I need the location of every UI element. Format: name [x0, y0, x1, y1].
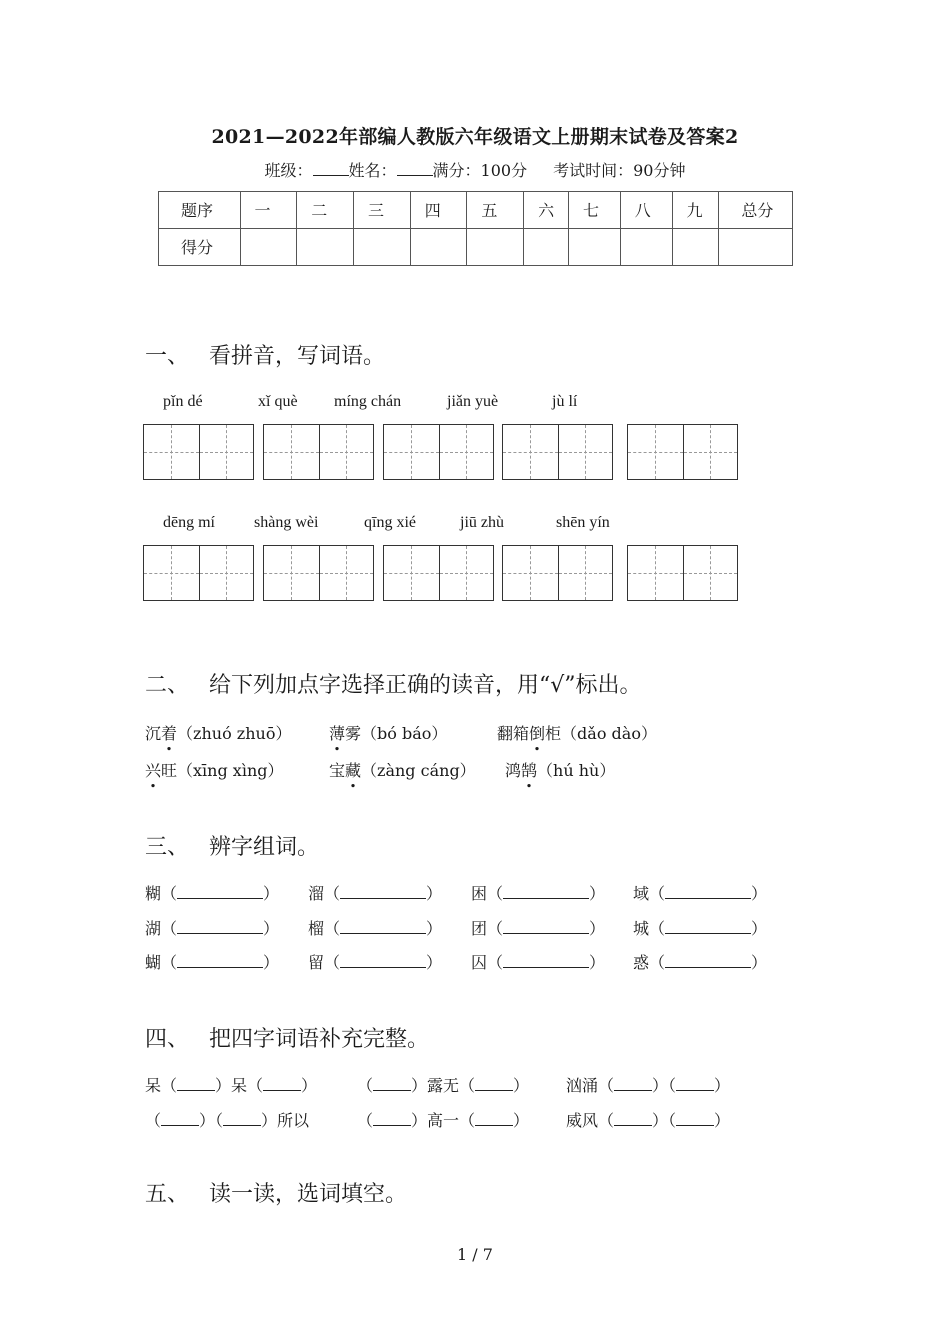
- dotted-char: 着: [161, 724, 178, 743]
- idiom-text: ）: [513, 1076, 530, 1095]
- idiom-text: （: [145, 1111, 162, 1130]
- answer-blank[interactable]: [676, 1078, 714, 1091]
- answer-blank[interactable]: [340, 886, 426, 899]
- idiom-item: [145, 1073, 317, 1096]
- dotted-char: 鹄: [521, 761, 538, 780]
- character: 留: [308, 953, 325, 972]
- word-group-item: [145, 916, 279, 939]
- pinyin-label: dēng mí: [163, 514, 215, 531]
- writing-grid[interactable]: [263, 424, 374, 480]
- word-part: 雾: [345, 724, 362, 743]
- reading-item: [329, 758, 476, 781]
- word-group-item: [308, 950, 442, 973]
- answer-blank[interactable]: [340, 921, 426, 934]
- idiom-text: 威风（: [566, 1111, 615, 1130]
- writing-grid[interactable]: [627, 545, 738, 601]
- paren-close: ）: [751, 919, 768, 938]
- pinyin-label: míng chán: [334, 393, 402, 410]
- word-group-item: [633, 881, 767, 904]
- idiom-text: 呆（: [145, 1076, 178, 1095]
- answer-blank[interactable]: [665, 921, 751, 934]
- reading-item: [505, 758, 615, 781]
- word-group-item: [471, 950, 605, 973]
- paren-close: ）: [426, 884, 443, 903]
- section-title: 给下列加点字选择正确的读音，用“√”标出。: [209, 673, 642, 698]
- answer-blank[interactable]: [614, 1078, 652, 1091]
- paren-close: ）: [263, 919, 280, 938]
- answer-blank[interactable]: [223, 1113, 261, 1126]
- word-group-item: [633, 916, 767, 939]
- name-blank[interactable]: [397, 162, 433, 176]
- pinyin-label: jù lí: [552, 393, 578, 410]
- character: 惑: [633, 953, 650, 972]
- idiom-item: [145, 1108, 309, 1131]
- pronunciation-options[interactable]: （zhuó zhuō）: [177, 724, 292, 743]
- score-table-header-row: [159, 192, 793, 229]
- score-header-cell: 三: [353, 192, 410, 229]
- answer-blank[interactable]: [340, 955, 426, 968]
- paren-close: ）: [426, 953, 443, 972]
- score-cell[interactable]: [672, 229, 719, 266]
- paren-open: （: [324, 919, 341, 938]
- character: 溜: [308, 884, 325, 903]
- paren-close: ）: [426, 919, 443, 938]
- section-3-heading: [145, 830, 319, 861]
- answer-blank[interactable]: [177, 955, 263, 968]
- page-number: 1 / 7: [457, 1245, 493, 1264]
- answer-blank[interactable]: [503, 886, 589, 899]
- score-header-cell: 九: [672, 192, 719, 229]
- pinyin-label: pǐn dé: [163, 393, 203, 410]
- reading-item: [497, 721, 657, 744]
- word-part: 旺: [161, 761, 178, 780]
- score-header-cell: 二: [297, 192, 354, 229]
- pinyin-label: jiū zhù: [460, 514, 504, 531]
- score-table-score-row: [159, 229, 793, 266]
- writing-grid[interactable]: [502, 424, 613, 480]
- word-part: 柜: [545, 724, 562, 743]
- character: 域: [633, 884, 650, 903]
- score-header-cell: 五: [467, 192, 524, 229]
- word-group-item: [308, 916, 442, 939]
- class-label: 班级：: [264, 161, 313, 180]
- writing-grid[interactable]: [143, 545, 254, 601]
- paren-close: ）: [589, 953, 606, 972]
- score-cell[interactable]: [410, 229, 467, 266]
- idiom-text: ）（: [199, 1111, 224, 1130]
- word-part: 鸿: [505, 761, 522, 780]
- pronunciation-options[interactable]: （hú hù）: [537, 761, 616, 780]
- section-4-heading: [145, 1022, 429, 1053]
- name-label: 姓名：: [348, 161, 397, 180]
- section-5-heading: [145, 1177, 407, 1208]
- score-header-cell: 总分: [719, 192, 793, 229]
- exam-time: 考试时间：90分钟: [553, 161, 686, 180]
- score-cell[interactable]: [240, 229, 297, 266]
- section-number: 三、: [145, 835, 190, 860]
- paren-close: ）: [263, 884, 280, 903]
- answer-blank[interactable]: [503, 955, 589, 968]
- dotted-char: 薄: [329, 724, 346, 743]
- score-table: [158, 191, 793, 266]
- paren-open: （: [649, 953, 666, 972]
- pinyin-label: xǐ què: [258, 393, 298, 410]
- idiom-text: ）: [714, 1111, 731, 1130]
- pinyin-label: shàng wèi: [254, 514, 319, 531]
- idiom-text: ）（: [652, 1076, 677, 1095]
- word-part: 宝: [329, 761, 346, 780]
- idiom-text: ）露无（: [411, 1076, 476, 1095]
- character: 榴: [308, 919, 325, 938]
- character: 囚: [471, 953, 488, 972]
- word-group-item: [633, 950, 767, 973]
- paren-open: （: [161, 919, 178, 938]
- answer-blank[interactable]: [373, 1078, 411, 1091]
- answer-blank[interactable]: [177, 886, 263, 899]
- score-cell[interactable]: [467, 229, 524, 266]
- idiom-text: ）所以: [261, 1111, 310, 1130]
- dotted-char: 兴: [145, 761, 162, 780]
- character: 湖: [145, 919, 162, 938]
- word-group-item: [145, 950, 279, 973]
- pronunciation-options[interactable]: （bó báo）: [361, 724, 448, 743]
- character: 城: [633, 919, 650, 938]
- pinyin-label: shēn yín: [556, 514, 610, 531]
- section-number: 四、: [145, 1027, 190, 1052]
- paren-open: （: [487, 953, 504, 972]
- paren-close: ）: [751, 884, 768, 903]
- writing-grid[interactable]: [627, 424, 738, 480]
- exam-info: [0, 158, 950, 181]
- idiom-text: 汹涌（: [566, 1076, 615, 1095]
- paren-open: （: [324, 953, 341, 972]
- paren-open: （: [324, 884, 341, 903]
- score-header-cell: 六: [524, 192, 569, 229]
- answer-blank[interactable]: [475, 1078, 513, 1091]
- dotted-char: 藏: [345, 761, 362, 780]
- answer-blank[interactable]: [177, 1078, 215, 1091]
- section-title: 辨字组词。: [209, 835, 320, 860]
- paren-open: （: [649, 919, 666, 938]
- word-group-item: [471, 881, 605, 904]
- idiom-text: ）（: [652, 1111, 677, 1130]
- score-header-cell: 八: [620, 192, 672, 229]
- answer-blank[interactable]: [665, 886, 751, 899]
- score-header-cell: 四: [410, 192, 467, 229]
- writing-grid[interactable]: [143, 424, 254, 480]
- writing-grid[interactable]: [263, 545, 374, 601]
- answer-blank[interactable]: [161, 1113, 199, 1126]
- score-cell[interactable]: [297, 229, 354, 266]
- word-part: 翻箱: [497, 724, 530, 743]
- word-group-item: [145, 881, 279, 904]
- reading-item: [145, 721, 291, 744]
- idiom-item: [566, 1073, 730, 1096]
- section-number: 五、: [145, 1182, 190, 1207]
- idiom-text: （: [357, 1076, 374, 1095]
- paren-open: （: [487, 884, 504, 903]
- paren-open: （: [161, 884, 178, 903]
- writing-grid[interactable]: [383, 424, 494, 480]
- writing-grid[interactable]: [502, 545, 613, 601]
- section-title: 看拼音，写词语。: [209, 344, 386, 369]
- paren-open: （: [487, 919, 504, 938]
- word-part: 沉: [145, 724, 162, 743]
- character: 团: [471, 919, 488, 938]
- full-score: 满分：100分: [432, 161, 528, 180]
- pronunciation-options[interactable]: （dǎo dào）: [561, 724, 657, 743]
- idiom-item: [566, 1108, 730, 1131]
- section-title: 读一读，选词填空。: [209, 1182, 408, 1207]
- paren-open: （: [649, 884, 666, 903]
- pronunciation-options[interactable]: （zàng cáng）: [361, 761, 476, 780]
- pinyin-label: qīng xié: [364, 514, 416, 531]
- score-cell[interactable]: [620, 229, 672, 266]
- word-group-item: [308, 881, 442, 904]
- paren-close: ）: [751, 953, 768, 972]
- section-title: 把四字词语补充完整。: [209, 1027, 430, 1052]
- section-1-heading: [145, 339, 385, 370]
- paren-close: ）: [589, 884, 606, 903]
- section-2-heading: [145, 668, 642, 699]
- section-number: 一、: [145, 344, 190, 369]
- class-blank[interactable]: [313, 162, 349, 176]
- score-header-cell: 题序: [159, 192, 241, 229]
- character: 糊: [145, 884, 162, 903]
- idiom-text: （: [357, 1111, 374, 1130]
- answer-blank[interactable]: [177, 921, 263, 934]
- idiom-item: [357, 1108, 529, 1131]
- reading-item: [145, 758, 284, 781]
- pronunciation-options[interactable]: （xīng xìng）: [177, 761, 284, 780]
- character: 困: [471, 884, 488, 903]
- answer-blank[interactable]: [263, 1078, 301, 1091]
- paren-close: ）: [589, 919, 606, 938]
- idiom-text: ）: [301, 1076, 318, 1095]
- idiom-item: [357, 1073, 529, 1096]
- idiom-text: ）: [714, 1076, 731, 1095]
- page-title: 2021—2022年部编人教版六年级语文上册期末试卷及答案2: [211, 126, 739, 148]
- dotted-char: 倒: [529, 724, 546, 743]
- score-header-cell: 七: [568, 192, 620, 229]
- answer-blank[interactable]: [503, 921, 589, 934]
- score-cell[interactable]: [719, 229, 793, 266]
- pinyin-label: jiǎn yuè: [447, 393, 499, 410]
- word-group-item: [471, 916, 605, 939]
- answer-blank[interactable]: [475, 1113, 513, 1126]
- writing-grid[interactable]: [383, 545, 494, 601]
- paren-open: （: [161, 953, 178, 972]
- score-header-cell: 一: [240, 192, 297, 229]
- answer-blank[interactable]: [373, 1113, 411, 1126]
- answer-blank[interactable]: [676, 1113, 714, 1126]
- answer-blank[interactable]: [665, 955, 751, 968]
- score-row-label: 得分: [159, 229, 241, 266]
- idiom-text: ）呆（: [215, 1076, 264, 1095]
- reading-item: [329, 721, 447, 744]
- answer-blank[interactable]: [614, 1113, 652, 1126]
- paren-close: ）: [263, 953, 280, 972]
- character: 蝴: [145, 953, 162, 972]
- section-number: 二、: [145, 673, 190, 698]
- idiom-text: ）高一（: [411, 1111, 476, 1130]
- score-cell[interactable]: [353, 229, 410, 266]
- idiom-text: ）: [513, 1111, 530, 1130]
- score-cell[interactable]: [524, 229, 569, 266]
- score-cell[interactable]: [568, 229, 620, 266]
